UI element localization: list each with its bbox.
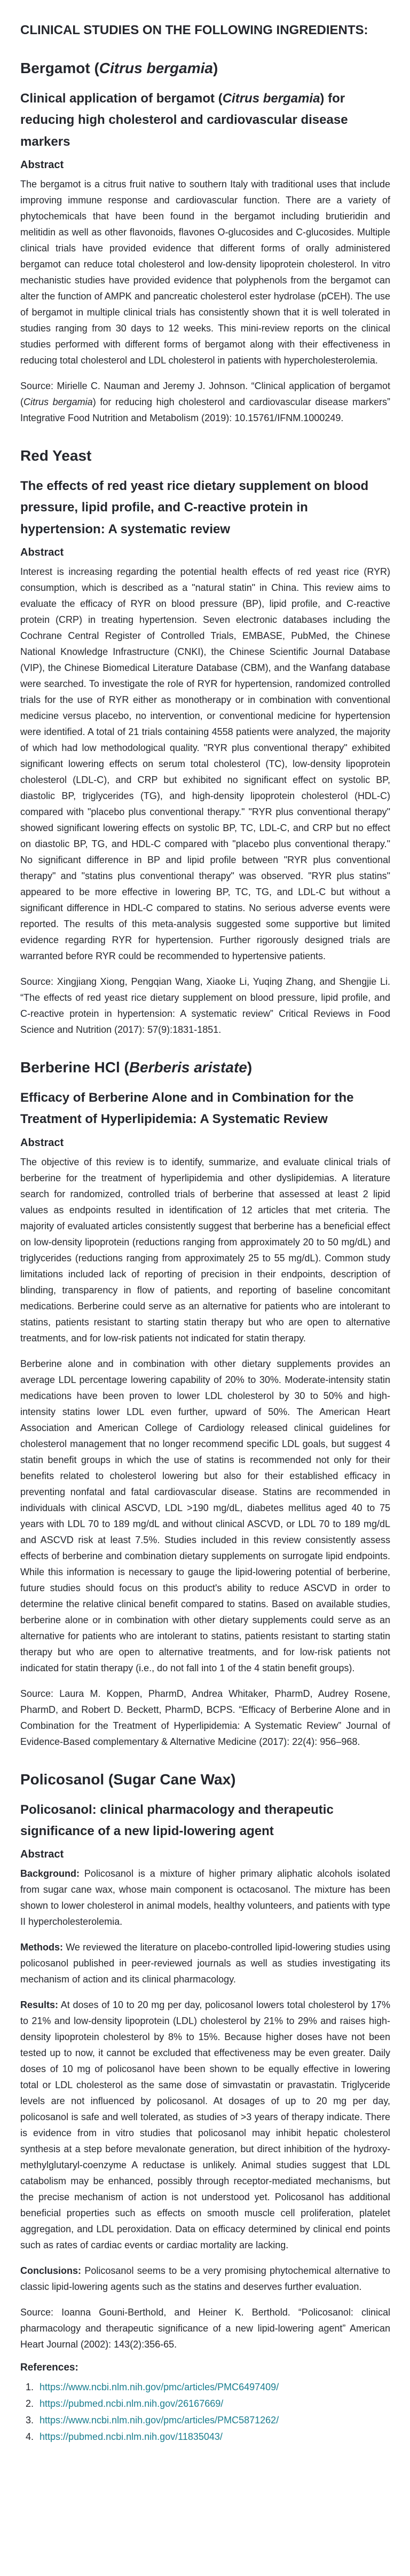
abstract-label: Abstract: [20, 1848, 64, 1861]
policosanol-heading: Policosanol (Sugar Cane Wax): [20, 1771, 236, 1788]
paragraph-text: We reviewed the literature on placebo-controlled lipid-lowering studies using policosanol published in peer-reviewed journals as well as studies investigating its mechanism of action and its clinical pharmacology.: [20, 1942, 390, 1985]
reference-item: [26, 2396, 390, 2412]
abstract-paragraph: The bergamot is a citrus fruit native to southern Italy with traditional uses that include improving immune response and cardiovascular function. There are a variety of phytochemicals that have been found in the bergamot including brutieridin and melitidin as well as other flavonoids, flavones O-glucosides and C-glucosides. Multiple clinical trials have provided evidence that different forms of orally administered bergamot can reduce total cholesterol and low-density lipoprotein cholesterol. In vitro mechanistic studies have provided evidence that polyphenols from the bergamot can alter the function of AMPK and pancreatic cholesterol ester hydrolase (pCEH). The use of bergamot in multiple clinical trials has consistently shown that it is well tolerated in studies ranging from 30 days to 12 weeks. This mini-review reports on the clinical studies performed with different forms of bergamot along with their effectiveness in reducing total cholesterol and LDL cholesterol in patients with hypercholesterolemia.: [20, 178, 390, 366]
bergamot-heading: [20, 59, 390, 77]
section-berberine: [20, 1058, 390, 1750]
study-title-text: Clinical application of bergamot (: [20, 91, 223, 106]
reference-link[interactable]: https://pubmed.ncbi.nlm.nih.gov/26167669/: [40, 2398, 224, 2409]
paragraph-label: Background:: [20, 1868, 80, 1879]
heading-text: ): [212, 60, 218, 76]
abstract-paragraph: Interest is increasing regarding the potential health effects of red yeast rice (RYR) consumption, which is described as a "natural statin" in China. This review aims to evaluate the efficacy of RYR on blood pressure (BP), lipid profile, and C-reactive protein (CRP) in treating hypertension. Seven electronic databases including the Cochrane Central Register of Controlled Trials, EMBASE, PubMed, the Chinese National Knowledge Infrastructure (CNKI), the Chinese Scientific Journal Database (VIP), the Chinese Biomedical Literature Database (CBM), and the Wanfang database were searched. To investigate the role of RYR for hypertension, randomized controlled trials for the use of RYR either as monotherapy or in combination with conventional medicine versus placebo, no intervention, or conventional medicine for hypertension were identified. A total of 21 trials containing 4558 patients were analyzed, the majority of which had low methodological quality. "RYR plus conventional therapy" exhibited significant lowering effects on serum total cholesterol (TC), low-density lipoprotein cholesterol (LDL-C), and CRP but exhibited no significant effect on systolic BP, diastolic BP, triglycerides (TG), and high-density lipoprotein cholesterol (HDL-C) compared with "placebo plus conventional therapy." "RYR plus conventional therapy" showed significant lowering effects on systolic BP, TC, LDL-C, and CRP but no effect on diastolic BP, TG, and HDL-C compared with "placebo plus conventional therapy." No significant difference in BP and lipid profile between "RYR plus conventional therapy" and "statins plus conventional therapy" was observed. "RYR plus statins" appeared to be more effective in lowering BP, TC, TG, and LDL-C but without a significant difference in HDL-C compared to statins. No serious adverse events were reported. The results of this meta-analysis suggested some supportive but limited evidence regarding RYR for hypertension. Further rigorously designed trials are warranted before RYR could be recommended to hypertensive patients.: [20, 566, 390, 961]
reference-link[interactable]: https://www.ncbi.nlm.nih.gov/pmc/articles/PMC5871262/: [40, 2415, 279, 2426]
heading-text: ): [247, 1058, 253, 1076]
section-bergamot: [20, 59, 390, 426]
paragraph-text: Policosanol is a mixture of higher primary aliphatic alcohols isolated from sugar cane wax, whose main component is octacosanol. The mixture has been shown to lower cholesterol in animal models, healthy volunteers, and patients with type II hypercholesterolemia.: [20, 1868, 390, 1927]
reference-number: 4.: [26, 2431, 34, 2443]
references-list: [20, 2379, 390, 2445]
background-paragraph: [20, 1866, 390, 1930]
reference-item: [26, 2429, 390, 2445]
conclusions-paragraph: [20, 2263, 390, 2295]
reference-number: 3.: [26, 2415, 34, 2426]
bergamot-study-title: [20, 88, 390, 153]
paragraph-label: Results:: [20, 2000, 59, 2011]
abstract-label: Abstract: [20, 159, 64, 171]
results-paragraph: [20, 1997, 390, 2253]
heading-text: Berberine HCl (: [20, 1058, 129, 1076]
reference-link[interactable]: https://www.ncbi.nlm.nih.gov/pmc/articles/PMC6497409/: [40, 2382, 279, 2393]
section-red-yeast: [20, 446, 390, 1038]
abstract-paragraph: Berberine alone and in combination with other dietary supplements provides an average LDL percentage lowering capability of 20% to 30%. Moderate-intensity statin medications have been proven to lower LDL cholesterol by 30 to 50% and high-intensity statins lower LDL even further, upward of 50%. The American Heart Association and American College of Cardiology released clinical guidelines for cholesterol management that no longer recommend specific LDL goals, but suggest 4 statin benefit groups in which the use of statins is recommended not only for their benefits related to cholesterol lowering but also for their established efficacy in preventing nonfatal and fatal cardiovascular disease. Statins are recommended in individuals with clinical ASCVD, LDL >190 mg/dL, diabetes mellitus aged 40 to 75 years with LDL 70 to 189 mg/dL and without clinical ASCVD, or LDL 70 to 189 mg/dL and ASCVD risk at least 7.5%. Studies included in this review consistently assess effects of berberine and combination dietary supplements on surrogate lipid endpoints. While this information is necessary to gauge the lipid-lowering potential of berberine, future studies should focus on this product's ability to reduce ASCVD in order to determine the relative clinical benefit compared to statins. Based on available studies, berberine alone or in combination with other dietary supplements could serve as an alternative for patients who are intolerant to statins, patients resistant to starting statin therapy but who are open to alternative treatments, and for low-risk patients not indicated for statin therapy (i.e., do not fall into 1 of the 4 statin benefit groups).: [20, 1358, 390, 1673]
reference-link[interactable]: https://pubmed.ncbi.nlm.nih.gov/11835043/: [40, 2431, 223, 2443]
reference-item: [26, 2379, 390, 2396]
source-paragraph: Source: Ioanna Gouni-Berthold, and Heiner K. Berthold. “Policosanol: clinical pharmacology and therapeutic significance of a new lipid-lowering agent” American Heart Journal (2002): 143(2):356-65.: [20, 2307, 390, 2350]
reference-number: 2.: [26, 2398, 34, 2409]
red-yeast-heading: Red Yeast: [20, 447, 92, 464]
page-title: CLINICAL STUDIES ON THE FOLLOWING INGREDIENTS:: [20, 23, 368, 37]
source-text: Source: Mirielle C. Nauman and Jeremy J. Johnson. “Clinical application of bergamot (: [20, 380, 390, 407]
latin-name: Citrus bergamia: [99, 60, 213, 76]
reference-number: 1.: [26, 2382, 34, 2393]
berberine-heading: [20, 1058, 390, 1077]
latin-name: Berberis aristate: [129, 1058, 247, 1076]
abstract-label: Abstract: [20, 546, 64, 558]
study-title-text: ) for reducing high cholesterol and cardiovascular disease markers: [20, 91, 348, 149]
berberine-study-title: Efficacy of Berberine Alone and in Combination for the Treatment of Hyperlipidemia: A Systematic Review: [20, 1090, 354, 1127]
heading-text: Bergamot (: [20, 60, 99, 76]
paragraph-label: Methods:: [20, 1942, 63, 1953]
paragraph-label: Conclusions:: [20, 2265, 82, 2277]
source-paragraph: Source: Laura M. Koppen, PharmD, Andrea Whitaker, PharmD, Audrey Rosene, PharmD, and Robert D. Beckett, PharmD, BCPS. “Efficacy of Berberine Alone and in Combination for the Treatment of Hyperlipidemia: A Systematic Review” Journal of Evidence-Based complementary & Alternative Medicine (2017): 22(4): 956–968.: [20, 1688, 390, 1747]
section-policosanol: [20, 1770, 390, 2353]
red-yeast-study-title: The effects of red yeast rice dietary supplement on blood pressure, lipid profile, and C-reactive protein in hypertension: A systematic review: [20, 478, 369, 536]
policosanol-study-title: Policosanol: clinical pharmacology and therapeutic significance of a new lipid-lowering agent: [20, 1802, 334, 1838]
latin-name: Citrus bergamia: [23, 396, 93, 407]
source-text: ) for reducing high cholesterol and cardiovascular disease markers” Integrative Food Nutrition and Metabolism (2019): 10.15761/IFNM.1000249.: [20, 396, 390, 423]
reference-item: [26, 2412, 390, 2429]
methods-paragraph: [20, 1939, 390, 1987]
references-label: References:: [20, 2362, 78, 2374]
references-block: [20, 2362, 390, 2445]
latin-name: Citrus bergamia: [222, 91, 320, 106]
abstract-label: Abstract: [20, 1136, 64, 1149]
source-paragraph: [20, 378, 390, 426]
paragraph-text: At doses of 10 to 20 mg per day, policosanol lowers total cholesterol by 17% to 21% and low-density lipoprotein (LDL) cholesterol by 21% to 29% and raises high-density lipoprotein cholesterol by 8% to 15%. Because higher doses have not been tested up to now, it cannot be excluded that effectiveness may be even greater. Daily doses of 10 mg of policosanol have been shown to be equally effective in lowering total or LDL cholesterol as the same dose of simvastatin or pravastatin. Triglyceride levels are not influenced by policosanol. At dosages of up to 20 mg per day, policosanol is safe and well tolerated, as studies of >3 years of therapy indicate. There is evidence from in vitro studies that policosanol may inhibit hepatic cholesterol synthesis at a step before mevalonate generation, but direct inhibition of the hydroxy-methylglutaryl-coenzyme A reductase is unlikely. Animal studies suggest that LDL catabolism may be enhanced, possibly through receptor-mediated mechanisms, but the precise mechanism of action is not understood yet. Policosanol has additional beneficial properties such as effects on smooth muscle cell proliferation, platelet aggregation, and LDL peroxidation. Data on efficacy determined by clinical end points such as rates of cardiac events or cardiac mortality are lacking.: [20, 2000, 390, 2251]
paragraph-text: Policosanol seems to be a very promising phytochemical alternative to classic lipid-lowering agents such as the statins and deserves further evaluation.: [20, 2265, 390, 2293]
source-paragraph: Source: Xingjiang Xiong, Pengqian Wang, Xiaoke Li, Yuqing Zhang, and Shengjie Li. “The effects of red yeast rice dietary supplement on blood pressure, lipid profile, and C-reactive protein in hypertension: A systematic review” Critical Reviews in Food Science and Nutrition (2017): 57(9):1831-1851.: [20, 976, 390, 1035]
abstract-paragraph: The objective of this review is to identify, summarize, and evaluate clinical trials of berberine for the treatment of hyperlipidemia and other dyslipidemias. A literature search for randomized, controlled trials of berberine that assessed at least 2 lipid values as endpoints resulted in identification of 12 articles that met criteria. The majority of evaluated articles consistently suggest that berberine has a beneficial effect on low-density lipoprotein (reductions ranging from approximately 20 to 50 mg/dL) and triglycerides (reductions ranging from approximately 25 to 55 mg/dL). Common study limitations included lack of reporting of precision in their endpoints, description of blinding, transparency in flow of patients, and reporting of baseline concomitant medications. Berberine could serve as an alternative for patients who are intolerant to statins, patients resistant to starting statin therapy but who are open to alternative treatments, and for low-risk patients not indicated for statin therapy.: [20, 1156, 390, 1344]
